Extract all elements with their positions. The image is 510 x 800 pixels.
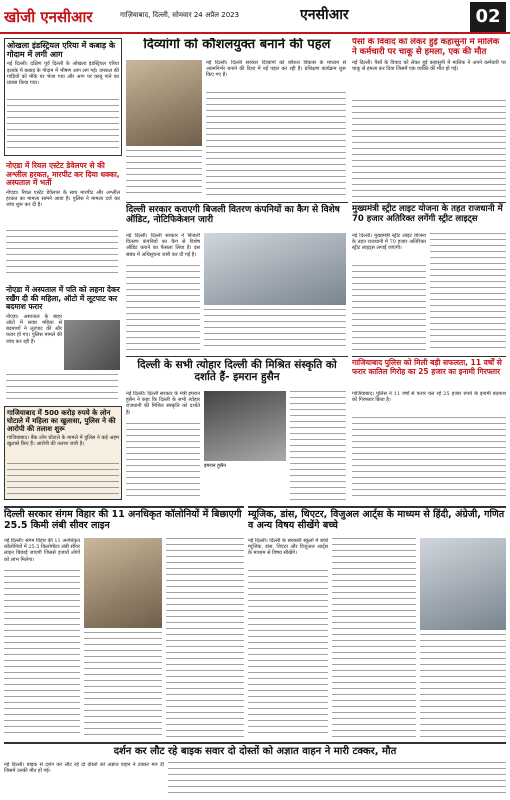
headline: दिल्ली के सभी त्योहार दिल्ली की मिश्रित संस्कृति को दर्शाते हैं- इमरान हुसैन	[137, 359, 337, 384]
headline: गाजियाबाद पुलिस को मिली बड़ी सफलता, 11 वर्षों से फरार कातिल गिरोह का 25 हजार का इनामी गिरफ्तार	[352, 358, 502, 376]
headline: दिव्यांगों को कौशलयुक्त बनाने की पहल	[143, 38, 331, 52]
section-title: एनसीआर	[300, 7, 349, 23]
text-lines	[430, 233, 506, 351]
headline: गाजियाबाद में 500 करोड़ रुपये के लोन घोटाले में महिला का खुलासा, पुलिस ने की आरोपी की तलाश शुरू	[7, 409, 116, 434]
story-photo	[204, 391, 286, 461]
story-ghaziabad	[4, 406, 122, 500]
headline: दिल्ली सरकार संगम विहार की 11 अनधिकृत कॉलोनियों में बिछाएगी 25.5 किमी लंबी सीवर लाइन	[4, 509, 242, 531]
text-lines	[248, 570, 328, 738]
story-photo	[204, 233, 346, 305]
text-lines	[332, 538, 416, 738]
story-sangam	[4, 506, 244, 738]
text-lines	[290, 391, 346, 501]
headline: दिल्ली सरकार कराएगी बिजली वितरण कंपनियों का कैग से विशेष ऑडिट, नोटिफिकेशन जारी	[126, 205, 340, 226]
story-photo	[420, 538, 506, 630]
text-lines	[352, 265, 426, 351]
story-body: नई दिल्ली। बाइक से दर्शन कर लौट रहे दो दोस्तों को अज्ञात वाहन ने टक्कर मार दी जिसमें उनकी मौत हो गई।	[4, 762, 164, 775]
dateline: गाज़ियाबाद, दिल्ली, सोमवार 24 अप्रैल 2023	[120, 11, 240, 19]
story-body: गाजियाबाद। पुलिस ने 11 वर्षों से फरार चल रहे 25 हजार रुपये के इनामी बदमाश को गिरफ्तार किया है।	[352, 391, 506, 404]
headline: मुख्यमंत्री स्ट्रीट लाइट योजना के तहत राजधानी में 70 हजार अतिरिक्त लगेंगी स्ट्रीट लाइट्स	[352, 204, 503, 224]
text-lines	[84, 632, 162, 738]
text-lines	[126, 265, 200, 351]
story-fraud	[352, 38, 506, 200]
story-photo	[126, 60, 202, 146]
story-accident	[4, 742, 506, 798]
story-streetlight	[352, 202, 506, 352]
text-lines	[168, 762, 506, 798]
text-lines	[420, 634, 506, 738]
story-extortion	[352, 356, 506, 502]
story-photo	[64, 320, 120, 370]
text-lines	[6, 374, 118, 400]
story-body: नई दिल्ली। दिल्ली सरकार के मंत्री इमरान हुसैन ने कहा कि दिल्ली के सभी त्योहार राजधानी की मिश्रित संस्कृति को दर्शाते हैं।	[126, 391, 200, 416]
text-lines	[7, 99, 119, 153]
text-lines	[126, 423, 200, 501]
left-column	[4, 38, 122, 500]
story-body: नोएडा। अस्पताल के बाहर ऑटो में सवार महिला से बदमाशों ने लूटपाट की और फरार हो गए। पुलिस मामले की जांच कर रही है।	[6, 313, 62, 345]
story-body: नई दिल्ली। दिल्ली के सरकारी स्कूलों में बच्चे म्यूजिक, डांस, थिएटर और विजुअल आर्ट्स के माध्यम से विषय सीखेंगे।	[248, 538, 328, 557]
text-lines	[4, 570, 80, 738]
headline: पैसों के विवाद को लेकर हुई कहासुनी में मालिक ने कर्मचारी पर चाकू से हमला, एक की मौत	[352, 38, 500, 57]
text-lines	[6, 230, 118, 278]
story-body: नई दिल्ली। संगम विहार की 11 अनधिकृत कॉलोनियों में 25.5 किलोमीटर लंबी सीवर लाइन बिछाई जाएगी जिससे हजारों लोगों को लाभ मिलेगा।	[4, 538, 80, 563]
text-lines	[126, 150, 202, 196]
text-lines	[352, 100, 506, 198]
text-lines	[7, 463, 119, 497]
headline: नोएडा में रियल एस्टेट डेवेलपर से की अश्लील हरकत, मारपीट कर दिया धक्का, अस्पताल में भर्ती	[6, 161, 120, 188]
text-lines	[352, 417, 506, 501]
headline: म्यूजिक, डांस, थिएटर, विजुअल आर्ट्स के माध्यम से हिंदी, अंग्रेजी, गणित व अन्य विषय सीखेंगे बच्चे	[248, 509, 505, 531]
story-hospital	[4, 284, 122, 402]
story-body: नई दिल्ली। मुख्यमंत्री स्ट्रीट लाइट योजना के तहत राजधानी में 70 हजार अतिरिक्त स्ट्रीट लाइट्स लगाई जाएंगी।	[352, 233, 426, 252]
text-lines	[166, 538, 244, 738]
text-lines	[206, 92, 346, 196]
page-number: 02	[470, 2, 506, 32]
story-body: नई दिल्ली। दिल्ली सरकार दिव्यांगों को कौशल विकास के माध्यम से आत्मनिर्भर बनाने की दिशा में नई पहल कर रही है। प्रशिक्षण कार्यक्रम शुरू किए गए हैं।	[206, 60, 346, 79]
story-body: नोएडा। रियल एस्टेट डेवेलपर के साथ मारपीट और अश्लील हरकत का मामला सामने आया है। पुलिस ने मामला दर्ज कर जांच शुरू कर दी है।	[6, 189, 120, 209]
brand-logo: खोजी एनसीआर	[4, 8, 93, 26]
masthead	[0, 0, 510, 34]
story-festivals	[126, 356, 348, 502]
story-electricity	[126, 202, 348, 352]
headline: नोएडा में अस्पताल में पति को लहना देकर रखैंग दी की महिला, ऑटो में लूटपाट कर बदमाश फरार	[6, 285, 120, 312]
story-arts	[248, 506, 506, 738]
story-photo	[84, 538, 162, 628]
photo-caption: इमरान हुसैन	[204, 463, 226, 469]
headline: ओखला इंडस्ट्रियल एरिया में कबाड़ के गोदाम में लगी आग	[7, 41, 116, 60]
story-skill	[126, 38, 348, 198]
story-body: नई दिल्ली। दक्षिण पूर्व दिल्ली के ओखला इंडस्ट्रियल एरिया इलाके में कबाड़ के गोदाम में भीषण आग लग गई। दमकल की गाड़ियों को मौके पर भेजा गया और आग पर काबू पाने का प्रयास किया गया।	[7, 61, 119, 86]
story-body: गाजियाबाद। बैंक लोन घोटाले के मामले में पुलिस ने कई अहम खुलासे किए हैं। आरोपी की तलाश जारी है।	[7, 435, 119, 448]
story-noida	[4, 160, 122, 280]
story-body: नई दिल्ली। दिल्ली सरकार ने बिजली वितरण कंपनियों का कैग से विशेष ऑडिट कराने का फैसला लिया है। इस संबंध में अधिसूचना जारी कर दी गई है।	[126, 233, 200, 258]
headline: दर्शन कर लौट रहे बाइक सवार दो दोस्तों को अज्ञात वाहन ने मारी टक्कर, मौत	[113, 746, 397, 757]
text-lines	[204, 309, 346, 351]
story-body: नई दिल्ली। पैसों के विवाद को लेकर हुई कहासुनी में मालिक ने अपने कर्मचारी पर चाकू से हमला कर दिया जिसमें एक व्यक्ति की मौत हो गई।	[352, 59, 506, 72]
story-okhla	[4, 38, 122, 156]
